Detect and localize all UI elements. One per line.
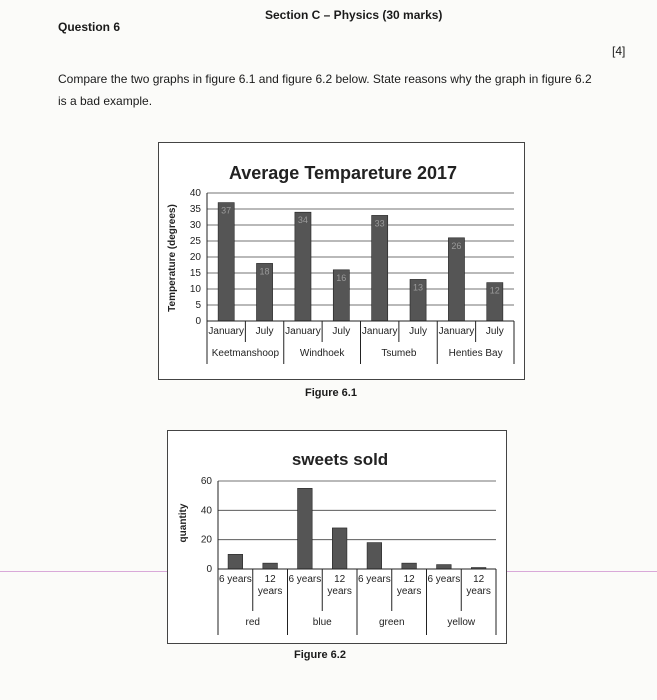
- y-tick-label: 0: [206, 564, 212, 575]
- question-prompt: [58, 68, 618, 112]
- bar-data-label: 13: [413, 282, 424, 293]
- x-group-label: red: [245, 617, 260, 628]
- y-tick-label: 0: [195, 316, 201, 327]
- bar: [228, 554, 243, 569]
- x-category-label: January: [438, 326, 475, 337]
- bar: [437, 565, 452, 569]
- bar: [218, 203, 234, 321]
- x-category-label: 12 years: [466, 574, 491, 597]
- bar: [367, 543, 382, 569]
- y-tick-label: 10: [189, 284, 201, 295]
- x-category-label: 12 years: [396, 574, 422, 597]
- y-tick-label: 15: [189, 268, 201, 279]
- y-tick-label: 30: [189, 220, 201, 231]
- bar: [402, 563, 417, 569]
- x-category-label: July: [409, 326, 427, 337]
- bar: [295, 212, 311, 321]
- x-category-label: 12 years: [327, 574, 352, 597]
- x-category-label: 6 years: [357, 574, 391, 585]
- sweets-bar-chart: [168, 431, 506, 643]
- bar: [372, 215, 388, 321]
- bar-data-label: 34: [297, 215, 308, 226]
- y-axis-label: Temperature (degrees): [167, 204, 178, 312]
- bar-data-label: 26: [451, 240, 462, 251]
- bar-data-label: 16: [336, 272, 347, 283]
- bar: [298, 488, 313, 569]
- figure-6-1-caption: Figure 6.1: [305, 387, 357, 399]
- x-group-label: Tsumeb: [381, 348, 417, 359]
- x-group-label: blue: [312, 617, 332, 628]
- bar-data-label: 37: [221, 205, 232, 216]
- x-category-label: January: [361, 326, 398, 337]
- x-group-label: Keetmanshoop: [211, 348, 280, 359]
- figure-6-2-chart: [167, 430, 507, 644]
- y-tick-label: 25: [189, 236, 201, 247]
- chart-title: Average Tempareture 2017: [228, 163, 458, 183]
- y-tick-label: 40: [189, 188, 201, 199]
- question-label: Question 6: [58, 20, 121, 34]
- x-category-label: January: [285, 326, 321, 337]
- bar: [332, 528, 347, 569]
- x-category-label: 6 years: [288, 574, 322, 585]
- y-tick-label: 20: [189, 252, 201, 263]
- x-category-label: July: [255, 326, 274, 337]
- prompt-line-1: Compare the two graphs in figure 6.1 and figure 6.2 below. State reasons why the graph in figure 6.2: [58, 72, 592, 86]
- x-category-label: 12 years: [257, 574, 283, 597]
- x-category-label: 6 years: [218, 574, 252, 585]
- y-tick-label: 5: [195, 300, 201, 311]
- figure-6-1-chart: [158, 142, 525, 380]
- x-category-label: July: [332, 326, 351, 337]
- chart-title: sweets sold: [291, 450, 389, 469]
- prompt-line-2: is a bad example.: [58, 94, 153, 108]
- y-tick-label: 20: [200, 534, 212, 546]
- y-axis-label: quantity: [178, 503, 189, 543]
- x-group-label: yellow: [447, 617, 476, 628]
- bar-data-label: 12: [489, 285, 500, 296]
- y-tick-label: 40: [200, 505, 212, 517]
- bar-data-label: 18: [259, 266, 270, 277]
- y-tick-label: 60: [200, 476, 212, 487]
- section-title: Section C – Physics (30 marks): [265, 8, 443, 22]
- x-category-label: January: [208, 326, 244, 337]
- x-group-label: green: [378, 617, 405, 628]
- x-group-label: Henties Bay: [448, 348, 503, 359]
- marks-label: [4]: [612, 44, 626, 58]
- x-category-label: 6 years: [427, 574, 461, 585]
- bar-data-label: 33: [374, 218, 385, 229]
- temperature-bar-chart: [159, 143, 524, 379]
- x-category-label: July: [485, 326, 504, 337]
- figure-6-2-caption: Figure 6.2: [294, 649, 346, 661]
- y-tick-label: 35: [189, 204, 201, 215]
- x-group-label: Windhoek: [299, 348, 345, 359]
- bar: [263, 563, 278, 569]
